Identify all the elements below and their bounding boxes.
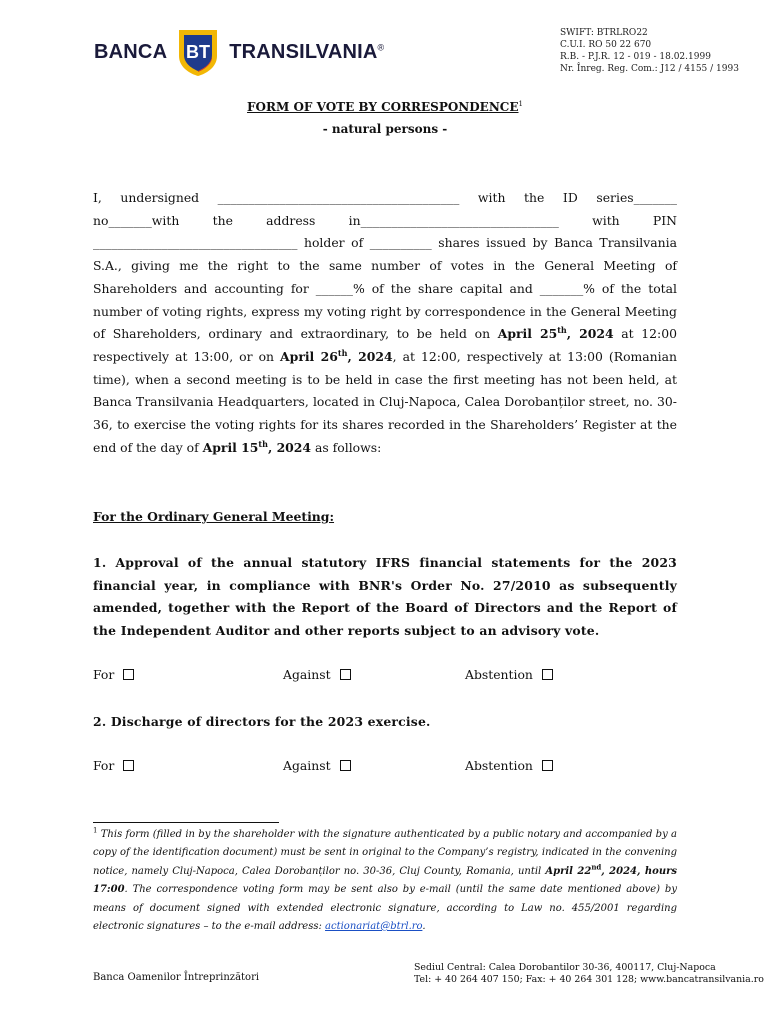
reference-date: April 15 <box>202 439 259 455</box>
checkbox[interactable] <box>542 760 553 771</box>
footer-address <box>414 962 764 986</box>
form-title <box>0 100 770 136</box>
checkbox[interactable] <box>123 669 134 680</box>
vote-against-item-1[interactable]: Against <box>283 667 351 682</box>
footnote-divider <box>93 822 279 823</box>
cui-line: C.U.I. RO 50 22 670 <box>560 40 652 50</box>
meeting-date-1: April 25 <box>497 326 558 342</box>
footer-hq: Sediul Central: Calea Dorobantilor 30-36, 400117, Cluj-Napoca <box>414 962 716 973</box>
agenda-item-2: 2. Discharge of directors for the 2023 exercise. <box>93 714 431 729</box>
checkbox[interactable] <box>340 669 351 680</box>
declaration-paragraph: I, undersigned _______________________________________ with the ID series_______ no_______with the address in________________________________ with PIN _________________________________ holder of __________ shares issued by Banca Transilvania S.A., giving me the right to the same number of votes in the General Meeting of Shareholders and accounting for ______% of the share capital and _______% of the total number of voting rights, express my voting right by correspondence in the General Meeting of Shareholders, ordinary and extraordinary, to be held on April 25th, 2024 at 12:00 respectively at 13:00, or on April 26th, 2024, at 12:00, respectively at 13:00 (Romanian time), when a second meeting is to be held in case the first meeting has not been held, at Banca Transilvania Headquarters, located in Cluj-Napoca, Calea Dorobanților street, no. 30-36, to exercise the voting rights for its shares recorded in the Shareholders’ Register at the end of the day of April 15th, 2024 as follows: <box>93 190 677 455</box>
footer-contact: Tel: + 40 264 407 150; Fax: + 40 264 301 128; www.bancatransilvania.ro <box>414 974 764 985</box>
footnote: $^1$ This form (filled in by the shareholder with the signature authenticated by a public notary and accompanied by a copy of the identification document) must be sent in original to the Company’s registry, indicated in the convening notice, namely Cluj-Napoca, Calea Dorobanților no. 30-36, Cluj County, Romania, until April 22nd, 2024, hours 17:00. The correspondence voting form may be sent also by e-mail (until the same date mentioned above) by means of document signed with extended electronic signature, according to Law no. 455/2001 regarding electronic signatures – to the e-mail address: actionariat@btrl.ro. <box>93 826 678 933</box>
footer-slogan: Banca Oamenilor Întreprinzători <box>93 972 260 983</box>
swift-line: SWIFT: BTRLRO22 <box>560 28 648 38</box>
title-main: FORM OF VOTE BY CORRESPONDENCE <box>247 100 519 114</box>
title-subtitle: - natural persons - <box>322 122 448 136</box>
checkbox[interactable] <box>123 760 134 771</box>
email-link[interactable]: actionariat@btrl.ro <box>325 921 423 933</box>
footnote-ref: 1 <box>93 826 98 835</box>
ordinary-meeting-heading: For the Ordinary General Meeting: <box>93 509 335 524</box>
logo-word-right: TRANSILVANIA® <box>229 40 385 63</box>
checkbox[interactable] <box>340 760 351 771</box>
logo-word-left: BANCA <box>94 40 168 63</box>
vote-row-item-2 <box>93 758 677 778</box>
checkbox[interactable] <box>542 669 553 680</box>
vote-for-item-2[interactable]: For <box>93 758 134 773</box>
logo-monogram: BT <box>186 42 211 62</box>
deadline-date: April 22 <box>545 865 592 877</box>
vote-for-item-1[interactable]: For <box>93 667 134 682</box>
vote-abstention-item-1[interactable]: Abstention <box>465 667 553 682</box>
rb-line: R.B. - P.J.R. 12 - 019 - 18.02.1999 <box>560 52 711 62</box>
vote-abstention-item-2[interactable]: Abstention <box>465 758 553 773</box>
bt-shield-icon <box>175 26 221 78</box>
bank-logo <box>94 26 384 78</box>
vote-against-item-2[interactable]: Against <box>283 758 351 773</box>
agenda-item-1: 1. Approval of the annual statutory IFRS financial statements for the 2023 financial year, in compliance with BNR's Order No. 27/2010 as subsequently amended, together with the Report of the Board of Directors and the Report of the Independent Auditor and other reports subject to an advisory vote. <box>93 555 677 639</box>
vote-row-item-1 <box>93 667 677 687</box>
title-footnote-ref: 1 <box>518 100 523 108</box>
reg-com-line: Nr. Înreg. Reg. Com.: J12 / 4155 / 1993 <box>560 64 739 74</box>
registration-info <box>560 27 739 75</box>
meeting-date-2: April 26 <box>280 348 338 364</box>
